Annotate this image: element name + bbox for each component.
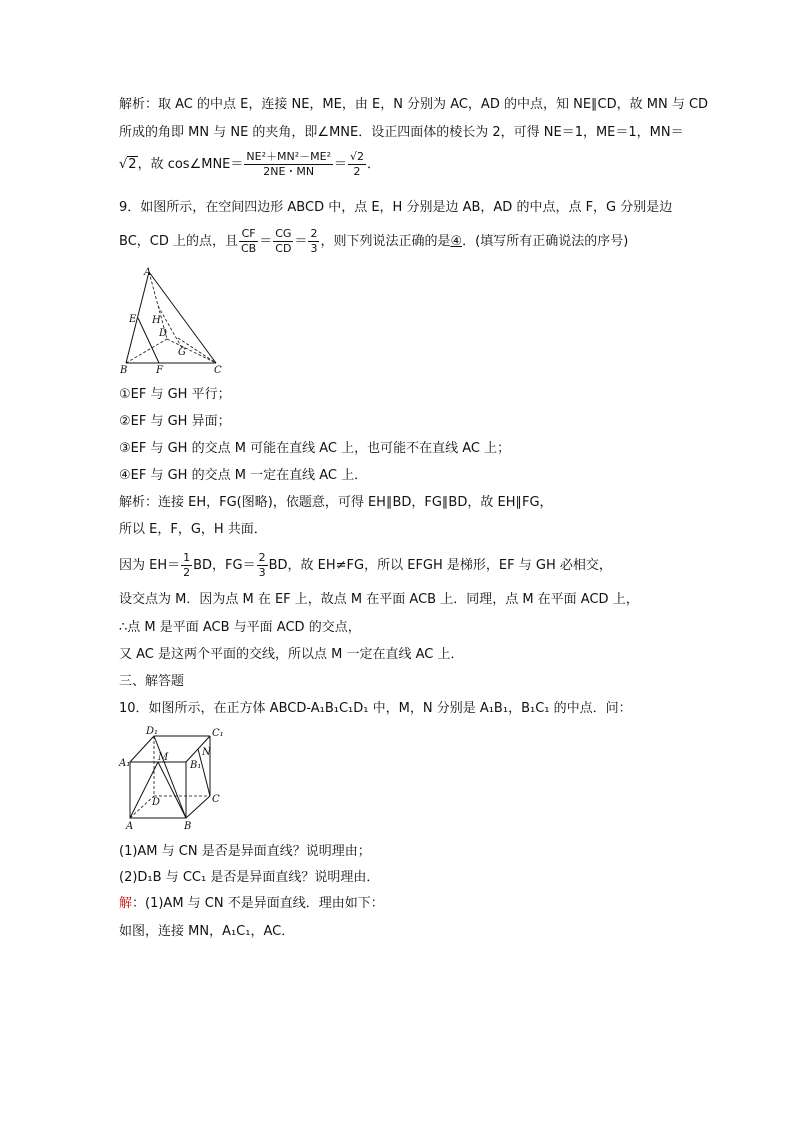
sqrt-2: √2 [119,157,137,172]
frac-cg-cd: $\frac{CG}{CD}$ [275,227,292,255]
label-e: E [129,314,137,325]
q9-solution-2: 所以 E，F，G，H 共面． [119,522,267,537]
label-a1: A₁ [119,758,131,769]
q9-line-2: BC，CD 上的点，且 $\frac{CF}{CB}$ ＝ $\frac{CG}{CD}$ ＝ $\frac{2}{3}$ ，则下列说法正确的是④．(填写所有正确说法的序号) [119,227,629,255]
q9-option-3: ③EF 与 GH 的交点 M 可能在直线 AC 上，也可能不在直线 AC 上； [119,441,511,456]
q10-question-2: (2)D₁B 与 CC₁ 是否是异面直线？说明理由． [119,870,380,885]
edge-cd-hidden [167,339,216,363]
q9-option-2: ②EF 与 GH 异面； [119,414,231,429]
frac-cf-cb: $\frac{CF}{CB}$ [241,227,257,255]
q9-option-1: ①EF 与 GH 平行； [119,387,231,402]
section-heading: 三、解答题 [119,674,185,689]
solution-label: 解 [119,896,133,911]
edge-ad-hidden [130,796,154,818]
q9-solution-3: 因为 EH＝ $\frac{1}{2}$ BD，FG＝ $\frac{2}{3}$ BD，故 EH≠FG，所以 EFGH 是梯形，EF 与 GH 必相交， [119,551,612,579]
p8-line-1: 解析：取 AC 的中点 E，连接 NE，ME，由 E，N 分别为 AC，AD 的中点，知 NE∥CD，故 MN 与 CD [119,97,709,112]
q9-solution-5: ∴点 M 是平面 ACB 与平面 ACD 的交点， [119,620,361,635]
label-b: B [184,821,192,832]
label-b1: B₁ [190,760,202,771]
q10-solution-2: 如图，连接 MN，A₁C₁，AC． [119,924,295,939]
segment-am [130,762,161,818]
segment-mb [158,762,186,818]
label-h: H [152,315,161,326]
label-m: M [158,752,169,763]
q9-answer: ④ [450,234,463,249]
label-d: D [152,797,161,808]
q10-solution-1: 解：(1)AM 与 CN 不是异面直线．理由如下： [119,896,384,911]
result-fraction: $\frac{√2}{2}$ [350,150,365,178]
label-d1: D₁ [146,726,159,737]
label-c: C [212,794,220,805]
tetrahedron-figure [112,266,227,378]
frac-2-3: $\frac{2}{3}$ [310,227,318,255]
frac-2-3-b: $\frac{2}{3}$ [258,551,266,579]
cube-figure [118,722,230,834]
q9-solution-1: 解析：连接 EH，FG(图略)，依题意，可得 EH∥BD，FG∥BD，故 EH∥FG， [119,495,553,510]
p8-line-2: 所成的角即 MN 与 NE 的夹角，即∠MNE．设正四面体的棱长为 2，可得 NE＝1，ME＝1，MN＝ [119,125,684,140]
label-g: G [178,347,186,358]
label-d: D [159,328,168,339]
cos-fraction: $\frac{\text{NE²＋MN²－ME²}}{2NE・MN}$ [246,150,331,178]
q10-question-1: (1)AM 与 CN 是否是异面直线？说明理由； [119,844,371,859]
frac-1-2: $\frac{1}{2}$ [183,551,191,579]
label-c1: C₁ [212,728,224,739]
q9-solution-4: 设交点为 M．因为点 M 在 EF 上，故点 M 在平面 ACB 上．同理，点 M 在平面 ACD 上， [119,592,639,607]
q9-solution-6: 又 AC 是这两个平面的交线，所以点 M 一定在直线 AC 上． [119,647,464,662]
label-a: A [144,267,152,278]
p8-line-3: √2，故 cos∠MNE＝ $\frac{\text{NE²＋MN²－ME²}}{2NE・MN}$ ＝ $\frac{√2}{2}$ ． [119,150,381,178]
label-f: F [156,365,163,376]
q9-line-1: 9．如图所示，在空间四边形 ABCD 中，点 E，H 分别是边 AB，AD 的中点，点 F，G 分别是边 [119,200,673,215]
front-face [130,762,186,818]
label-b: B [120,365,128,376]
edge-bd-hidden [126,339,167,363]
label-c: C [214,365,222,376]
q9-option-4: ④EF 与 GH 的交点 M 一定在直线 AC 上． [119,468,368,483]
label-n: N [202,747,211,758]
q10-line-1: 10．如图所示，在正方体 ABCD-A₁B₁C₁D₁ 中，M，N 分别是 A₁B₁，B₁C₁ 的中点．问： [119,701,632,716]
label-a: A [126,821,134,832]
